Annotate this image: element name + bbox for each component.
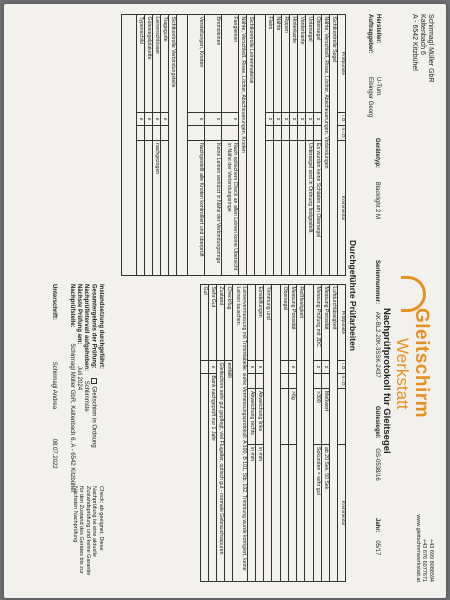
guetesiegel-field [374, 406, 380, 481]
company-name: Schirmagl Müller GbR [427, 14, 434, 83]
row-label: Bremsleinen [205, 15, 222, 113]
row-value: >300 [314, 389, 322, 445]
table-row [290, 15, 298, 276]
ok-mark: x [188, 113, 205, 126]
result-value: Gleitschirm in Ordnung [90, 386, 97, 448]
place-value: Schirmagl Müller GbR, Kaltenbach 6, A - 6542 Kitzbühel [68, 343, 75, 493]
document-page [4, 4, 446, 598]
guetesiegel-label: Gütesiegel: [374, 406, 380, 439]
row-remark [290, 141, 298, 276]
row-value [281, 389, 289, 445]
nok-mark [153, 126, 161, 141]
row-remark [145, 141, 153, 276]
row-value: Meßwert [322, 389, 330, 445]
nok-mark [314, 126, 322, 141]
nok-mark [145, 126, 153, 141]
result-label: Gesamtergebnis der Prüfung: [90, 284, 97, 369]
row-remark: Untersegel sind in Ordnung festgestellt. [306, 141, 314, 276]
spacer-row [177, 15, 188, 276]
table-row [281, 285, 289, 582]
row-label: Rippen [282, 15, 290, 113]
signature-date: 08.07.2022 [51, 438, 58, 469]
device-value: Blacklight 2 M [374, 181, 380, 220]
col-nok: n.i.O. [338, 374, 346, 389]
col-pruefpunkte: Prüfpunkte [338, 15, 346, 113]
row-label: Verstellungen, Knoten [188, 15, 205, 113]
col-ok: i.O. [338, 113, 346, 126]
nok-mark [314, 374, 322, 389]
row-value: Abweichung rechts [248, 389, 256, 445]
nok-mark [290, 126, 298, 141]
ok-mark: x [314, 361, 322, 374]
row-label: Nähte [274, 15, 282, 113]
ok-mark: x [153, 113, 161, 126]
footer-block [50, 284, 104, 492]
ok-mark: x [137, 113, 145, 126]
grade-mark [201, 361, 209, 374]
manufacturer-value: U-Turn [375, 77, 381, 96]
nok-mark [137, 126, 145, 141]
row-remark [289, 445, 297, 582]
table-row [225, 285, 233, 582]
protocol-sheet [7, 8, 442, 588]
section-title: Sichtkontrolle Segel [330, 15, 338, 276]
client-label: Auftraggeber: [367, 14, 373, 54]
nok-mark [161, 126, 169, 141]
col-remark: Kommentar [338, 445, 346, 582]
row-remark: Keine Leinen verkürzt in Nähe der Verbindungsringe [205, 141, 222, 276]
row-value: Abweichung links [256, 389, 264, 445]
row-label: Obersegel [314, 15, 322, 113]
date-field [374, 518, 380, 555]
company-street: Kaltenbach 6 [419, 14, 426, 55]
col-ok: i.O. [338, 361, 346, 374]
date-value: 05/17 [374, 540, 380, 556]
table-row [209, 285, 217, 582]
nok-mark [306, 126, 314, 141]
row-remark: Sekunden = sehr gut [314, 445, 322, 582]
table-row [289, 285, 297, 582]
table-row [274, 15, 282, 276]
grade-label: Gut [201, 285, 209, 361]
ok-mark: x [256, 361, 264, 374]
row-remark: nachgezogen [153, 141, 161, 276]
nok-mark [289, 374, 297, 389]
nok-mark [205, 126, 222, 141]
ok-mark: x [145, 113, 153, 126]
next-label: Nachprüfintervall aufgehoben: [83, 284, 90, 372]
row-label: Typenschild [137, 15, 145, 113]
nok-mark [188, 126, 205, 141]
left-table-header [338, 15, 346, 276]
grade-label: Sehr Gut [209, 285, 217, 361]
stamp-note: Check: ab geeignet. Diese Nachprüfung ist eine aktuelle Zustandsprüfung und keine Garantie für den Zustand des Gerätes bis zur Nächsten Nachprüfung [72, 486, 104, 576]
condition-text: Gleitschirm sehr gut gepflegt, viel Flugalter, optisch gut - normale Gebrauchsspuren [217, 361, 225, 582]
phone-1: +43 699 8088594 [428, 539, 434, 582]
row-remark [137, 141, 145, 276]
table-row [145, 15, 153, 276]
ok-mark: x [248, 361, 256, 374]
ok-mark: x [322, 361, 330, 374]
ok-mark: x [298, 113, 306, 126]
row-remark [266, 141, 274, 276]
brand-subtitle: Werkstatt [393, 338, 412, 410]
ok-mark: x [161, 113, 169, 126]
ok-mark: x [314, 113, 322, 126]
ok-mark: x [274, 113, 282, 126]
table-row [314, 285, 322, 582]
condition-title: Zustand [217, 285, 225, 361]
serial-label: Seriennummer: [374, 260, 380, 305]
ok-mark: x [205, 113, 222, 126]
row-remark: in mm [248, 445, 256, 582]
table-row [201, 285, 209, 582]
website: www.gleitschirmwerkstatt.at [415, 514, 421, 582]
col-pruefpunkte: Prüfpunkte [338, 285, 346, 361]
spacer-row [255, 15, 266, 276]
section-title: Reißfestigkeit [297, 285, 305, 582]
company-city: A - 6542 Kitzbühel [411, 14, 418, 71]
protocol-title: Nachprüfprotokoll für Gleitsegel [381, 308, 392, 454]
row-label: Gütesiegelplakette [145, 15, 153, 113]
nok-mark [274, 126, 282, 141]
table-row [217, 285, 225, 582]
row-label: Einstellungen [256, 285, 264, 361]
table-row [188, 15, 205, 276]
row-remark: ab 20 Sek. 50 Sek. [322, 445, 330, 582]
spacer-row [122, 15, 137, 276]
section-title: Sichtkontrolle Leinenmaterial [247, 15, 255, 276]
table-row [256, 285, 264, 582]
serial-field [374, 260, 380, 378]
row-label: Messung Porosität [289, 285, 297, 361]
row-label: Hinterkante [290, 15, 298, 113]
table-row [222, 15, 239, 276]
next-value: Schlimmste [83, 380, 90, 412]
check-title: Checkflug [225, 285, 233, 361]
section-title: Luftdurchlässigkeit [330, 285, 338, 582]
table-row [205, 15, 222, 276]
row-remark [298, 141, 306, 276]
table-row [161, 15, 169, 276]
check-value: entfällt [225, 361, 233, 582]
grade-mark: x [209, 361, 217, 374]
row-label [248, 285, 256, 361]
right-inspection-table [200, 284, 346, 582]
ok-mark: x [289, 361, 297, 374]
nok-mark [266, 126, 274, 141]
date-label: Jahr: [374, 518, 380, 533]
table-row [306, 15, 314, 276]
device-field [374, 138, 380, 219]
row-label: Messung Prüfung mit JDC [314, 285, 322, 361]
paraglider-logo-icon [401, 276, 426, 312]
nok-mark [281, 374, 289, 389]
phone-2: +43 676 6077671 [421, 539, 428, 582]
place-label: Nachprüfstelle: [68, 284, 75, 328]
col-remark: Kommentar [338, 141, 346, 276]
table-row [153, 15, 161, 276]
table-row [282, 15, 290, 276]
ok-mark: x [282, 113, 290, 126]
row-remark: in mm [256, 445, 264, 582]
row-label: Tragegurte [161, 15, 169, 113]
ok-mark: x [266, 113, 274, 126]
nok-mark [298, 126, 306, 141]
row-label: Fangleinen [222, 15, 239, 113]
row-value: >6g [289, 389, 297, 445]
row-label: Vorderkante [298, 15, 306, 113]
nok-mark [248, 374, 256, 389]
instand-label: Instandsetzung durchgeführt: [98, 284, 104, 369]
row-remark [281, 445, 289, 582]
row-remark [282, 141, 290, 276]
device-label: Gerätetyp: [374, 138, 380, 169]
nok-mark [256, 374, 264, 389]
manufacturer-label: Hersteller: [375, 14, 381, 44]
table-row [137, 15, 145, 276]
nok-mark [322, 374, 330, 389]
spacer-row [305, 285, 314, 582]
nok-mark [222, 126, 239, 141]
header-labels [366, 14, 382, 117]
company-address [410, 14, 434, 82]
section-note: Nähte, Verschleiß, Risse, Löcher, Abscheuerungen, Verbindungen [322, 15, 330, 276]
ok-mark [281, 361, 289, 374]
table-row [266, 15, 274, 276]
trim-note: Leinenvermessung mit Trimmtabelle: siehe Vermessungsprotokoll: A 100, B 101, Stb. 102. Trimmung wurde korrigiert, keine Leinen tauschen. [233, 285, 248, 582]
section-note: Nähte, Verschleiß, Risse, Löcher, Abscheuerungen, Knoten [239, 15, 247, 276]
row-remark [274, 141, 282, 276]
company-contact [415, 502, 435, 582]
spacer-row [272, 285, 281, 582]
right-table-header [338, 285, 346, 582]
row-label: Messung Porosität [322, 285, 330, 361]
brand-name: Gleitschirm [411, 308, 432, 419]
nok-mark [282, 126, 290, 141]
section-title: Sichtkontrolle Verbindungsteile [169, 15, 177, 276]
grade-note: Bank nachgeprüft nur 1 Jahr [209, 374, 217, 582]
col-nok: n.i.O. [338, 126, 346, 141]
col-value [338, 389, 346, 445]
row-remark: Nach optischem Check an allen Leinen keine Ubersicht in Nähe der Verbindungsringe [222, 141, 239, 276]
ok-mark: x [306, 113, 314, 126]
table-row [314, 15, 322, 276]
client-value: Eibinger Georg [367, 77, 373, 118]
left-inspection-table [121, 14, 346, 276]
ok-mark: x [290, 113, 298, 126]
ok-mark: x [222, 113, 239, 126]
serial-value: AK-BL2-20K-3SSK-2437 [374, 311, 380, 378]
row-label: Leinenschlösser [153, 15, 161, 113]
section-subtitle: Durchgeführte Prüfarbeiten [348, 240, 358, 351]
guetesiegel-value: GS-0538/16 [374, 448, 380, 481]
section-title: Trimmung und [264, 285, 272, 582]
grade-empty [201, 374, 209, 582]
signature-label: Unterschrift: [51, 284, 58, 321]
row-remark [161, 141, 169, 276]
next-date-value: Juli 2024 [75, 366, 82, 391]
row-label: Untersegel [306, 15, 314, 113]
signature-value: Schirmagl Andrea [51, 361, 58, 410]
table-row [298, 15, 306, 276]
table-row [322, 285, 330, 582]
date-label: Nächste Prüfung am: [75, 284, 82, 345]
table-row [248, 285, 256, 582]
row-label: Flairs [266, 15, 274, 113]
row-remark: Es wurden keine Schäden am Obersegel [314, 141, 322, 276]
row-remark: Nachgestellt alle Knoten kontrolliert und überprüft [188, 141, 205, 276]
row-label: Obersegel [281, 285, 289, 361]
